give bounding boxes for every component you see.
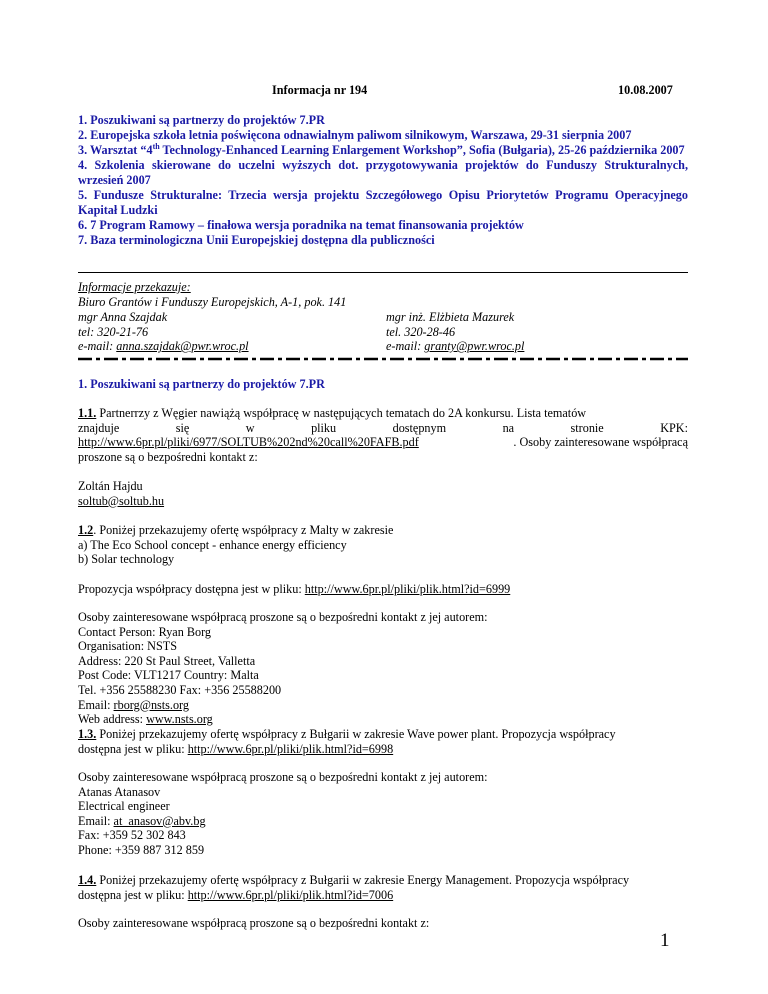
p12-text: . Poniżej przekazujemy ofertę współpracy z Malty w zakresie [93, 523, 394, 537]
p11-line3 [78, 435, 688, 450]
p13-email-link[interactable]: at_anasov@abv.bg [113, 813, 206, 828]
contact-left-name: mgr Anna Szajdak [78, 310, 168, 324]
p11-text: Partnerrzy z Węgier nawiążą współpracę w następujących tematach do 2A konkursu. Lista tematów [96, 406, 587, 420]
table-of-contents [78, 113, 688, 248]
word: stronie [570, 420, 604, 435]
p14-line2 [78, 888, 688, 903]
p12-link[interactable]: http://www.6pr.pl/pliki/plik.html?id=6999 [304, 582, 511, 596]
word: w [245, 420, 255, 435]
contact-right [386, 310, 524, 354]
p11-num: 1.1. [78, 406, 97, 420]
contact-right-name: mgr inż. Elżbieta Mazurek [386, 310, 515, 324]
email-prefix: e-mail: [386, 339, 425, 354]
email-label: Email: [78, 697, 114, 712]
p12-tel: Tel. +356 25588230 Fax: +356 25588200 [78, 682, 282, 697]
contact-right-tel: tel. 320-28-46 [386, 324, 456, 339]
toc-item-3-sup: th [152, 141, 160, 151]
toc-item-1[interactable]: 1. Poszukiwani są partnerzy do projektów 7.PR [78, 113, 325, 127]
divider-line [78, 272, 688, 273]
paragraph-1-3 [78, 727, 688, 756]
p12-contact-intro: Osoby zainteresowane współpracą proszone są o bezpośredni kontakt z jej autorem: [78, 610, 488, 624]
toc-item-5[interactable]: 5. Fundusze Strukturalne: Trzecia wersja projektu Szczegółowego Opisu Priorytetów Programu Operacyjnego Kapitał Ludzki [78, 188, 688, 217]
p13-contact [78, 770, 688, 858]
p12-org: Organisation: NSTS [78, 639, 177, 654]
p11-link[interactable]: http://www.6pr.pl/pliki/6977/SOLTUB%202nd%20call%20FAFB.pdf [78, 435, 419, 450]
word: na [502, 420, 515, 435]
p14-contact-intro: Osoby zainteresowane współpracą proszone są o bezpośredni kontakt z: [78, 916, 430, 930]
p13-name: Atanas Atanasov [78, 784, 161, 799]
p12-web-row [78, 712, 688, 727]
p12-line1 [78, 523, 688, 538]
p13-fax: Fax: +359 52 302 843 [78, 828, 186, 843]
p14-link[interactable]: http://www.6pr.pl/pliki/plik.html?id=7006 [187, 887, 394, 902]
paragraph-1-1 [78, 406, 688, 464]
c11-email-link[interactable]: soltub@soltub.hu [78, 493, 165, 508]
p12-item-b: b) Solar technology [78, 552, 175, 567]
p13-role: Electrical engineer [78, 799, 170, 814]
p12-num: 1.2 [78, 523, 94, 537]
p12-address: Address: 220 St Paul Street, Valletta [78, 653, 256, 668]
p14-text: Poniżej przekazujemy ofertę współpracy z Bułgarii w zakresie Energy Management. Propozycja współpracy [96, 873, 630, 887]
p11-line2 [78, 421, 688, 436]
toc-item-4[interactable]: 4. Szkolenia skierowane do uczelni wyższych dot. przygotowywania projektów do Funduszy Strukturalnych, wrzesień 2007 [78, 158, 688, 187]
word: się [175, 420, 190, 435]
info-block [78, 280, 688, 309]
p12-prop-text: Propozycja współpracy dostępna jest w pliku: [78, 582, 305, 596]
p13-email-row [78, 814, 688, 829]
web-label: Web address: [78, 712, 147, 727]
toc-item-2[interactable]: 2. Europejska szkoła letnia poświęcona odnawialnym paliwom silnikowym, Warszawa, 29-31 sierpnia 2007 [78, 128, 632, 142]
contact-1-1 [78, 479, 688, 508]
section-1-title: 1. Poszukiwani są partnerzy do projektów 7.PR [78, 377, 325, 391]
contact-left-tel: tel: 320-21-76 [78, 324, 149, 339]
contact-left [78, 310, 249, 354]
info-label: Informacje przekazuje: [78, 280, 191, 294]
info-number: Informacja nr 194 [272, 83, 368, 97]
paragraph-1-4 [78, 873, 688, 902]
p11-after-link: . Osoby zainteresowane współpracą [510, 435, 688, 450]
p13-phone: Phone: +359 887 312 859 [78, 842, 205, 857]
p12-web-link[interactable]: www.nsts.org [146, 712, 213, 727]
p13-text: Poniżej przekazujemy ofertę współpracy z Bułgarii w zakresie Wave power plant. Propozycja współpracy [96, 727, 616, 741]
p12-email-row [78, 698, 688, 713]
p13-num: 1.3. [78, 727, 97, 741]
p12-item-a: a) The Eco School concept - enhance energy efficiency [78, 537, 347, 552]
info-office: Biuro Grantów i Funduszy Europejskich, A-1, pok. 141 [78, 294, 347, 309]
word: dostępnym [392, 420, 447, 435]
word: znajduje [78, 420, 120, 435]
p12-person: Contact Person: Ryan Borg [78, 624, 212, 639]
p14-line2-text: dostępna jest w pliku: [78, 887, 188, 902]
toc-item-3-rest: Technology-Enhanced Learning Enlargement Workshop”, Sofia (Bułgaria), 25-26 października 2007 [159, 143, 685, 157]
c11-name: Zoltán Hajdu [78, 479, 143, 493]
p13-line2 [78, 742, 688, 757]
dash-dot-separator [78, 357, 688, 361]
email-label: Email: [78, 813, 114, 828]
p12-proposal [78, 582, 688, 597]
p11-line1 [78, 406, 688, 421]
p12-email-link[interactable]: rborg@nsts.org [113, 697, 189, 712]
p12-postcode: Post Code: VLT1217 Country: Malta [78, 668, 259, 683]
toc-item-3[interactable] [78, 143, 688, 158]
contact-right-email-link[interactable]: granty@pwr.wroc.pl [424, 339, 525, 354]
toc-item-3-part: 3. Warsztat “4 [78, 143, 153, 157]
p12-contact [78, 610, 688, 727]
email-prefix: e-mail: [78, 339, 117, 354]
p13-link[interactable]: http://www.6pr.pl/pliki/plik.html?id=6998 [187, 741, 394, 756]
p13-line2-text: dostępna jest w pliku: [78, 741, 188, 756]
word: pliku [311, 420, 337, 435]
contact-right-email-row [386, 339, 524, 354]
toc-item-6[interactable]: 6. 7 Program Ramowy – finałowa wersja poradnika na temat finansowania projektów [78, 218, 524, 232]
p13-contact-intro: Osoby zainteresowane współpracą proszone są o bezpośredni kontakt z jej autorem: [78, 770, 488, 784]
page-number: 1 [660, 930, 670, 951]
p13-line1 [78, 727, 688, 742]
word: KPK: [660, 420, 688, 435]
contact-left-email-link[interactable]: anna.szajdak@pwr.wroc.pl [116, 339, 249, 354]
p14-line1 [78, 873, 688, 888]
toc-item-7[interactable]: 7. Baza terminologiczna Unii Europejskiej dostępna dla publiczności [78, 233, 435, 247]
p14-num: 1.4. [78, 873, 97, 887]
contact-left-email-row [78, 339, 249, 354]
info-date: 10.08.2007 [618, 83, 673, 97]
p11-line4: proszone są o bezpośredni kontakt z: [78, 449, 258, 464]
paragraph-1-2 [78, 523, 688, 567]
